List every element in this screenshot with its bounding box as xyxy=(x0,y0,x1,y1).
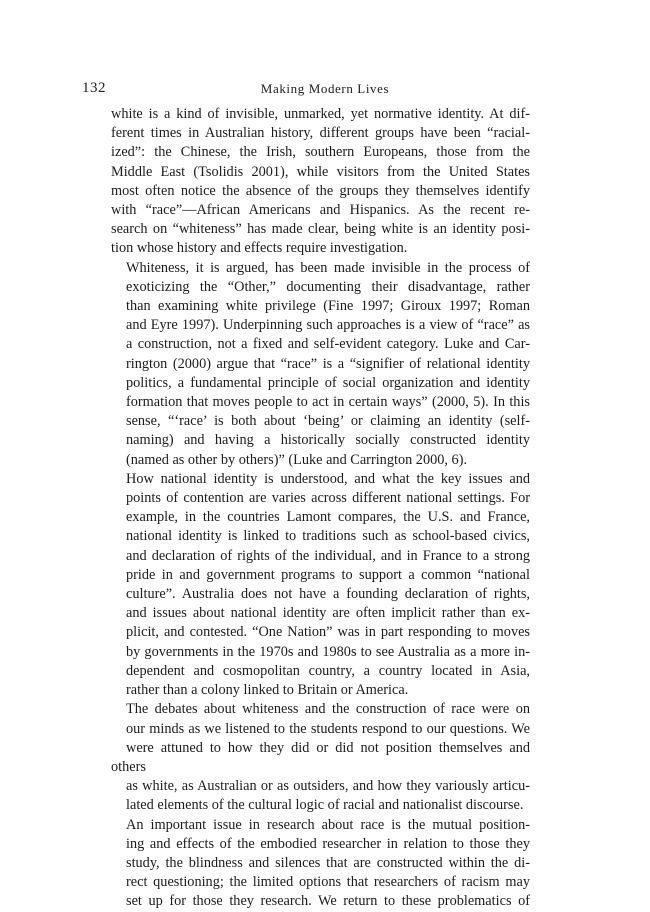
text-line: search on “whiteness” has made clear, being white is an identity posi- xyxy=(111,221,530,238)
page-header xyxy=(0,80,650,100)
text-line: and declaration of rights of the individual, and in France to a strong xyxy=(126,547,530,564)
text-line: ing and effects of the embodied researcher in relation to those they xyxy=(126,835,530,852)
text-line: rather than a colony linked to Britain or America. xyxy=(126,682,409,699)
paragraph xyxy=(111,470,530,700)
text-line: most often notice the absence of the groups they themselves identify xyxy=(111,182,530,199)
text-line: as white, as Australian or as outsiders, and how they variously articu- xyxy=(126,778,530,795)
text-line: and Eyre 1997). Underpinning such approaches is a view of “race” as xyxy=(126,317,530,334)
running-head: Making Modern Lives xyxy=(260,81,390,96)
text-line: by governments in the 1970s and 1980s to see Australia as a more in- xyxy=(126,643,530,660)
text-line: ferent times in Australian history, different groups have been “racial- xyxy=(111,125,530,142)
text-line: lated elements of the cultural logic of racial and nationalist discourse. xyxy=(126,797,524,814)
text-line: The debates about whiteness and the construction of race were on xyxy=(126,701,530,718)
text-line: ized”: the Chinese, the Irish, southern Europeans, those from the xyxy=(111,144,530,161)
text-line: pride in and government programs to support a common “national xyxy=(126,566,530,583)
text-line: How national identity is understood, and what the key issues and xyxy=(126,470,530,487)
text-line: than examining white privilege (Fine 1997; Giroux 1997; Roman xyxy=(126,298,530,315)
text-line: were attuned to how they did or did not position themselves and others xyxy=(111,739,530,775)
body-text xyxy=(111,105,530,912)
text-line: rect questioning; the limited options that researchers of racism may xyxy=(126,874,530,891)
text-line: with “race”—African Americans and Hispanics. As the recent re- xyxy=(111,202,530,219)
text-line: study, the blindness and silences that are constructed within the di- xyxy=(126,854,530,871)
text-line: culture”. Australia does not have a founding declaration of rights, xyxy=(126,586,530,603)
text-line: An important issue in research about race is the mutual position- xyxy=(126,816,530,833)
paragraph xyxy=(111,816,530,912)
text-line: tion whose history and effects require investigation. xyxy=(111,240,408,257)
text-line: and issues about national identity are often implicit rather than ex- xyxy=(126,605,530,622)
text-line: sense, “‘race’ is both about ‘being’ or claiming an identity (self- xyxy=(126,413,530,430)
text-line: points of contention are varies across different national settings. For xyxy=(126,490,530,507)
text-line: national identity is linked to traditions such as school-based civics, xyxy=(126,528,530,545)
text-line: (named as other by others)” (Luke and Carrington 2000, 6). xyxy=(126,451,468,468)
text-line: politics, a fundamental principle of social organization and identity xyxy=(126,374,530,391)
text-line: example, in the countries Lamont compares, the U.S. and France, xyxy=(126,509,530,526)
text-line: Middle East (Tsolidis 2001), while visitors from the United States xyxy=(111,163,530,180)
text-line: dependent and cosmopolitan country, a country located in Asia, xyxy=(126,662,530,679)
paragraph xyxy=(111,259,530,470)
text-line: our minds as we listened to the students respond to our questions. We xyxy=(126,720,530,737)
text-line: a construction, not a fixed and self-evident category. Luke and Car- xyxy=(126,336,530,353)
text-line: set up for those they research. We return to these problematics of xyxy=(126,893,530,910)
text-line: Whiteness, it is argued, has been made invisible in the process of xyxy=(126,259,530,276)
text-line: rington (2000) argue that “race” is a “signifier of relational identity xyxy=(126,355,530,372)
paragraph xyxy=(111,105,530,259)
text-line: naming) and having a historically socially constructed identity xyxy=(126,432,530,449)
text-line: white is a kind of invisible, unmarked, yet normative identity. At dif- xyxy=(111,106,530,122)
text-line: formation that moves people to act in certain ways” (2000, 5). In this xyxy=(126,394,530,411)
paragraph xyxy=(111,700,530,815)
text-line: exoticizing the “Other,” documenting their disadvantage, rather xyxy=(126,278,530,295)
page-number: 132 xyxy=(82,80,106,96)
text-line: plicit, and contested. “One Nation” was in part responding to moves xyxy=(126,624,530,641)
